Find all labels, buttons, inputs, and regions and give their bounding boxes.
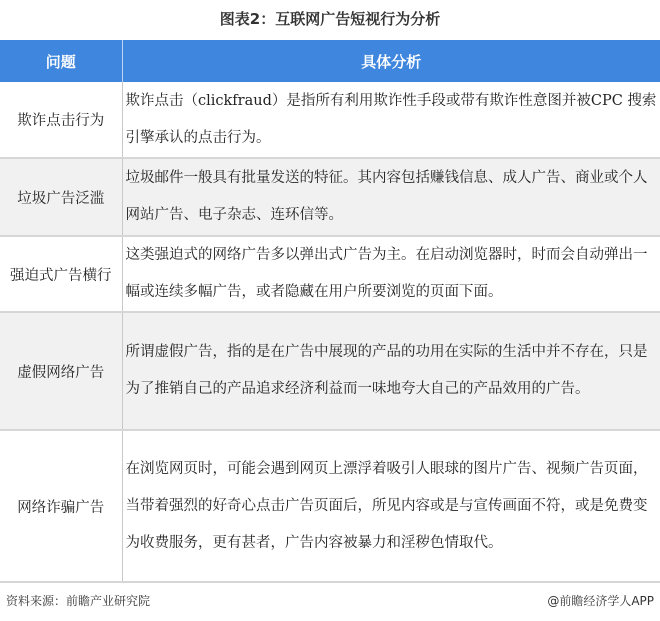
source-note: 资料来源：前瞻产业研究院 — [6, 594, 151, 608]
table-row — [0, 312, 660, 430]
analysis-cell: 所谓虚假广告，指的是在广告中展现的产品的功用在实际的生活中并不存在，只是为了推销自己的产品追求经济利益而一味地夸大自己的产品效用的广告。 — [122, 312, 660, 430]
issue-cell: 欺诈点击行为 — [0, 82, 122, 158]
analysis-cell: 垃圾邮件一般具有批量发送的特征。其内容包括赚钱信息、成人广告、商业或个人网站广告、电子杂志、连环信等。 — [122, 158, 660, 236]
table-header-row — [0, 40, 660, 82]
table-row — [0, 430, 660, 582]
analysis-cell: 在浏览网页时，可能会遇到网页上漂浮着吸引人眼球的图片广告、视频广告页面，当带着强烈的好奇心点击广告页面后，所见内容或是与宣传画面不符，或是免费变为收费服务，更有甚者，广告内容被暴力和淫秽色情取代。 — [122, 430, 660, 582]
table-row — [0, 158, 660, 236]
column-header-analysis: 具体分析 — [122, 40, 660, 82]
issue-cell: 垃圾广告泛滥 — [0, 158, 122, 236]
figure-title: 图表2：互联网广告短视行为分析 — [219, 10, 441, 28]
footer — [6, 592, 654, 609]
table-row — [0, 236, 660, 312]
table-row — [0, 82, 660, 158]
analysis-table — [0, 40, 660, 583]
issue-cell: 网络诈骗广告 — [0, 430, 122, 582]
issue-cell: 虚假网络广告 — [0, 312, 122, 430]
analysis-cell: 这类强迫式的网络广告多以弹出式广告为主。在启动浏览器时，时而会自动弹出一幅或连续多幅广告，或者隐藏在用户所要浏览的页面下面。 — [122, 236, 660, 312]
column-header-issue: 问题 — [0, 40, 122, 82]
brand-credit: @前瞻经济学人APP — [547, 594, 654, 608]
analysis-cell: 欺诈点击（clickfraud）是指所有利用欺诈性手段或带有欺诈性意图并被CPC 搜索引擎承认的点击行为。 — [122, 82, 660, 158]
issue-cell: 强迫式广告横行 — [0, 236, 122, 312]
